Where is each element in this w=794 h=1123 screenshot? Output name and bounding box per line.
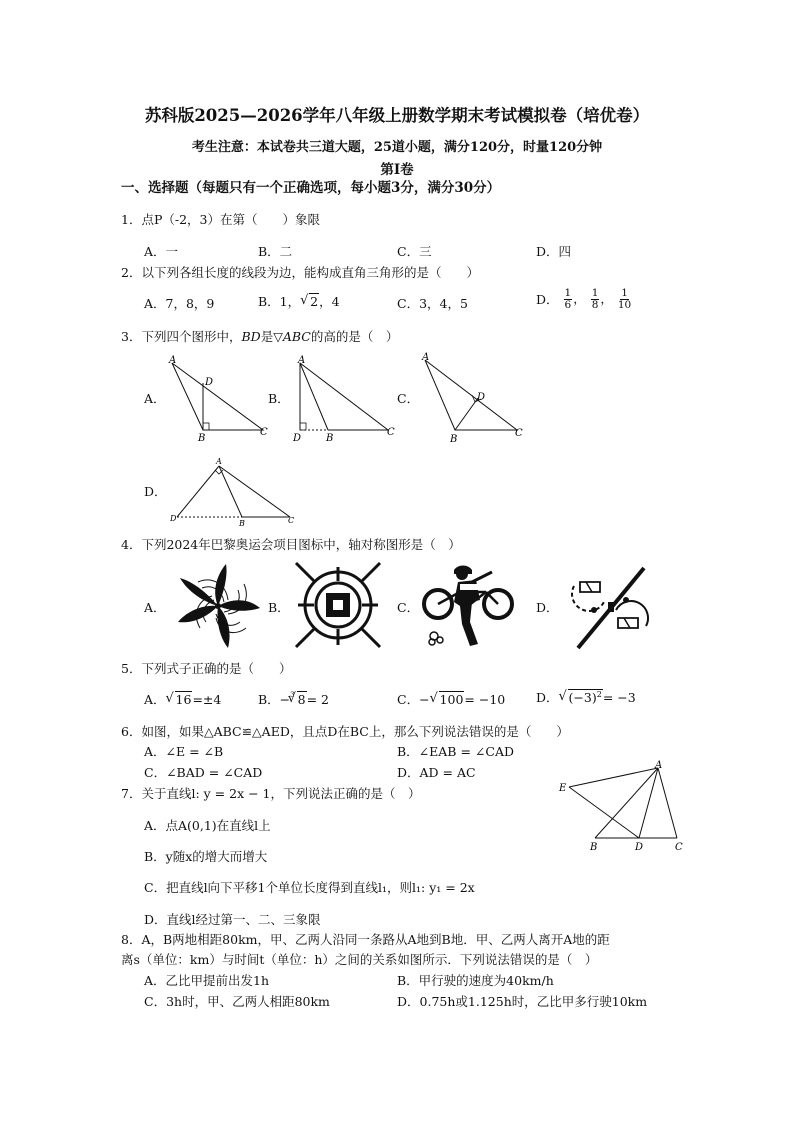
q3a-label-d: D bbox=[205, 377, 214, 388]
q2-stem: 2．以下列各组长度的线段为边，能构成直角三角形的是（ ） bbox=[121, 265, 479, 280]
q5-option-b: B．−$^3$√ 8= 2 bbox=[258, 692, 329, 707]
q3d-label-d: D bbox=[170, 514, 177, 523]
q7-option-b: B．y随x的增大而增大 bbox=[144, 849, 268, 864]
q6-stem: 6．如图，如果△ABC≌△AED，且点D在BC上，那么下列说法错误的是（ ） bbox=[121, 724, 569, 739]
q3-figure-c bbox=[420, 350, 530, 445]
pinwheel-icon bbox=[170, 560, 266, 652]
q5-stem: 5．下列式子正确的是（ ） bbox=[121, 661, 292, 676]
q8-option-b: B．甲行驶的速度为40km/h bbox=[397, 973, 554, 988]
q3-option-c: C． bbox=[397, 391, 420, 406]
q6-option-a: A．∠E = ∠B bbox=[144, 744, 224, 759]
q3d-label-a: A bbox=[216, 457, 222, 466]
q7-option-a: A．点A(0,1)在直线l上 bbox=[144, 818, 271, 833]
q6-label-d: D bbox=[635, 842, 644, 853]
q1-option-a: A．一 bbox=[144, 244, 179, 259]
q3-figure-b bbox=[290, 355, 400, 445]
q3a-label-a: A bbox=[169, 355, 177, 366]
q7-option-c: C．把直线l向下平移1个单位长度得到直线l₁，则l₁: y₁ = 2x bbox=[144, 880, 475, 895]
q4-option-b: B． bbox=[268, 600, 290, 615]
q3b-label-a: A bbox=[298, 355, 306, 366]
hockey-icon bbox=[566, 562, 654, 652]
q2-option-d: D． $\frac{1}{6}$ ， $\frac{1}{8}$ ， $\frac{1}{10}$ bbox=[536, 287, 632, 312]
q5-option-a: A．√ 16=±4 bbox=[144, 692, 221, 707]
q7-option-d: D．直线l经过第一、二、三象限 bbox=[144, 912, 321, 927]
q6-option-b: B．∠EAB = ∠CAD bbox=[397, 744, 515, 759]
q4-stem: 4．下列2024年巴黎奥运会项目图标中，轴对称图形是（ ） bbox=[121, 537, 461, 552]
q4-option-d: D． bbox=[536, 600, 559, 615]
q5-option-d: D．√ $(-3)^2= -3$ bbox=[536, 690, 636, 705]
q8-option-c: C．3h时，甲、乙两人相距80km bbox=[144, 994, 330, 1009]
q8-option-a: A．乙比甲提前出发1h bbox=[144, 973, 270, 988]
q6-option-d: D．AD = AC bbox=[397, 765, 476, 780]
q6-label-b: B bbox=[590, 842, 598, 853]
q3-figure-a bbox=[165, 355, 275, 445]
q8-stem-line2: 离s（单位：km）与时间t（单位：h）之间的关系如图所示．下列说法错误的是（ ） bbox=[121, 952, 598, 967]
q5-option-c: C．−√ 100= −10 bbox=[397, 692, 505, 707]
q3c-label-d: D bbox=[477, 392, 486, 403]
q1-stem: 1．点P（-2，3）在第（ ）象限 bbox=[121, 212, 320, 227]
q3d-label-c: C bbox=[288, 516, 295, 525]
q3-stem: 3．下列四个图形中，BD是▽ABC的高的是（ ） bbox=[121, 329, 399, 344]
q4-option-c: C． bbox=[397, 600, 420, 615]
q2-option-a: A．7，8，9 bbox=[144, 296, 215, 311]
q3b-label-d: D bbox=[293, 433, 302, 444]
volume-heading: 第Ⅰ卷 bbox=[380, 162, 414, 178]
q2-option-b: B．1，√ 2，4 bbox=[258, 294, 340, 309]
q3-option-b: B． bbox=[268, 391, 290, 406]
q7-stem: 7．关于直线l: y = 2x − 1，下列说法正确的是（ ） bbox=[121, 786, 421, 801]
q6-label-c: C bbox=[675, 842, 683, 853]
q1-option-c: C．三 bbox=[397, 244, 432, 259]
q3c-label-a: A bbox=[422, 352, 430, 363]
q8-option-d: D．0.75h或1.125h时，乙比甲多行驶10km bbox=[397, 994, 648, 1009]
q3d-label-b: B bbox=[239, 519, 245, 528]
q3-figure-d bbox=[168, 455, 303, 530]
q3-option-a: A． bbox=[144, 391, 166, 406]
q6-label-e: E bbox=[559, 783, 567, 794]
q3b-label-c: C bbox=[387, 427, 395, 438]
q8-stem-line1: 8．A，B两地相距80km，甲、乙两人沿同一条路从A地到B地．甲、乙两人离开A地的距 bbox=[121, 932, 610, 947]
q3a-label-b: B bbox=[198, 433, 206, 444]
q1-option-d: D．四 bbox=[536, 244, 572, 259]
q3c-label-b: B bbox=[450, 434, 458, 445]
q3a-label-c: C bbox=[260, 427, 268, 438]
exam-notice: 考生注意：本试卷共三道大题，25道小题，满分120分，时量120分钟 bbox=[191, 140, 603, 155]
q3-option-d: D． bbox=[144, 484, 167, 499]
q1-option-b: B．二 bbox=[258, 244, 293, 259]
q6-triangle-figure bbox=[555, 760, 695, 855]
q6-label-a: A bbox=[655, 760, 663, 771]
q3b-label-b: B bbox=[326, 433, 334, 444]
q2-option-c: C．3，4，5 bbox=[397, 296, 468, 311]
q4-option-a: A． bbox=[144, 600, 166, 615]
section-heading: 一、选择题（每题只有一个正确选项，每小题3分，满分30分） bbox=[121, 180, 501, 196]
target-icon bbox=[295, 562, 381, 648]
cyclist-icon bbox=[420, 562, 518, 652]
q6-option-c: C．∠BAD = ∠CAD bbox=[144, 765, 263, 780]
page-title: 苏科版2025—2026学年八年级上册数学期末考试模拟卷（培优卷） bbox=[144, 106, 650, 125]
q3c-label-c: C bbox=[515, 428, 523, 439]
